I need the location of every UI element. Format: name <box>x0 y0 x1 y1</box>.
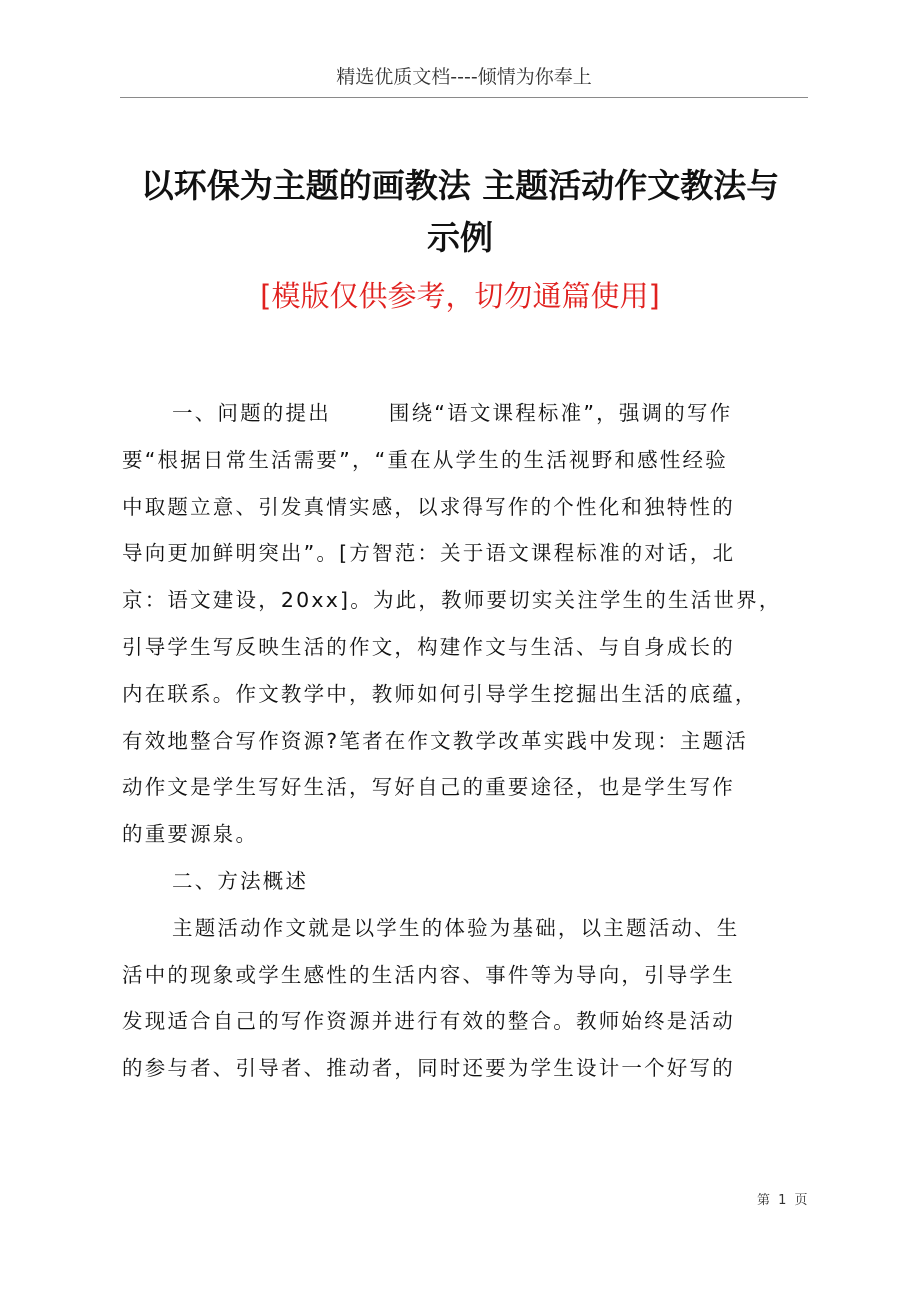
paragraph-line: 活中的现象或学生感性的生活内容、事件等为导向，引导学生 <box>122 962 735 987</box>
paragraph-line: 发现适合自己的写作资源并进行有效的整合。教师始终是活动 <box>122 1009 735 1034</box>
paragraph-line: 的重要源泉。 <box>122 822 259 847</box>
paragraph-line: 有效地整合写作资源?笔者在作文教学改革实践中发现：主题活 <box>122 728 748 753</box>
title-line-2: 示例 <box>427 218 493 257</box>
page-header: 精选优质文档----倾情为你奉上 <box>336 66 592 88</box>
page-number: 第 1 页 <box>757 1193 808 1208</box>
paragraph-line: 中取题立意、引发真情实感，以求得写作的个性化和独特性的 <box>122 494 735 519</box>
paragraph-line: 一、问题的提出 围绕“语文课程标准”，强调的写作 <box>172 401 733 425</box>
paragraph-line: 的参与者、引导者、推动者，同时还要为学生设计一个好写的 <box>122 1056 735 1081</box>
header-divider <box>120 97 808 98</box>
paragraph-line: 引导学生写反映生活的作文，构建作文与生活、与自身成长的 <box>122 634 735 659</box>
template-notice: [模版仅供参考，切勿通篇使用] <box>260 279 660 313</box>
paragraph-line: 导向更加鲜明突出”。[方智范：关于语文课程标准的对话，北 <box>122 541 736 566</box>
title-line-1: 以环保为主题的画教法 主题活动作文教法与 <box>140 166 780 205</box>
paragraph-line: 内在联系。作文教学中，教师如何引导学生挖掘出生活的底蕴， <box>122 681 758 706</box>
paragraph-line: 要“根据日常生活需要”，“重在从学生的生活视野和感性经验 <box>122 447 728 472</box>
paragraph-line: 动作文是学生写好生活，写好自己的重要途径，也是学生写作 <box>122 775 735 800</box>
section-heading-1: 一、问题的提出 <box>172 401 331 425</box>
section-heading-2: 二、方法概述 <box>172 868 309 893</box>
paragraph-line: 主题活动作文就是以学生的体验为基础，以主题活动、生 <box>172 915 740 940</box>
document-body <box>122 390 798 1092</box>
document-title <box>100 160 820 264</box>
paragraph-line: 京：语文建设，20xx]。为此，教师要切实关注学生的生活世界， <box>122 588 782 613</box>
